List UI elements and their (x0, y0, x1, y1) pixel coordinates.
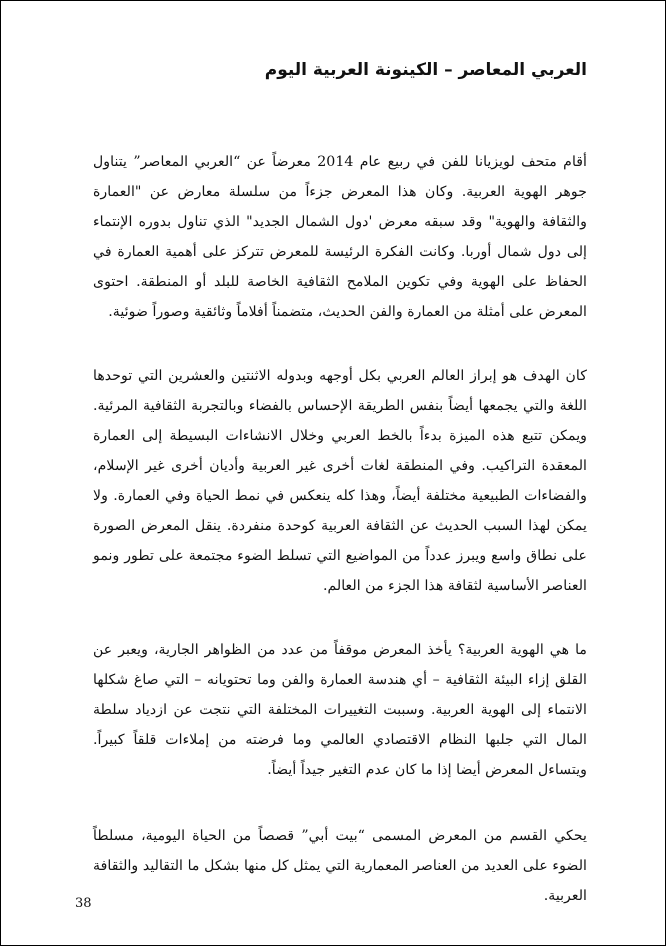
paragraph-4: يحكي القسم من المعرض المسمى “بيت أبي” قصصاً من الحياة اليومية، مسلطاً الضوء على العديد من العناصر المعمارية التي يمثل كل منها بشكل ما التقاليد والثقافة العربية. (93, 828, 587, 904)
page-number: 38 (75, 896, 92, 911)
paragraph-3: ما هي الهوية العربية؟ يأخذ المعرض موقفاً من عدد من الظواهر الجارية، ويعبر عن القلق إزاء البيئة الثقافية – أي هندسة العمارة والفن وما تحتويانه – التي صاغ شكلها الانتماء إلى الهوية العربية. وسببت التغييرات المختلفة التي نتجت عن ازدياد سلطة المال التي جلبها النظام الاقتصادي العالمي وما فرضته من إملاءات قلقاً كبيراً. ويتساءل المعرض أيضا إذا ما كان عدم التغير جيداً أيضاً. (93, 642, 587, 778)
paragraph-1: أقام متحف لويزيانا للفن في ربيع عام 2014 معرضاً عن “العربي المعاصر” يتناول جوهر الهوية العربية. وكان هذا المعرض جزءاً من سلسلة معارض عن "العمارة والثقافة والهوية" وقد سبقه معرض 'دول الشمال الجديد" الذي تناول بدوره الإنتماء إلى دول شمال أوربا. وكانت الفكرة الرئيسة للمعرض تتركز على أهمية العمارة في الحفاظ على الهوية وفي تكوين الملامح الثقافية الخاصة للبلد أو المنطقة. احتوى المعرض على أمثلة من العمارة والفن الحديث، متضمناً أفلاماً وثائقية وصوراً ضوئية. (93, 154, 587, 320)
paragraph-2: كان الهدف هو إبراز العالم العربي بكل أوجهه وبدوله الاثنتين والعشرين التي توحدها اللغة والتي يجمعها أيضاً بنفس الطريقة الإحساس بالفضاء وبالتجربة الثقافية المرئية. ويمكن تتبع هذه الميزة بدءاً بالخط العربي وخلال الانشاءات البسيطة إلى العمارة المعقدة التراكيب. وفي المنطقة لغات أخرى غير العربية وأديان أخرى غير الإسلام، والفضاءات الطبيعية مختلفة أيضاً، وهذا كله ينعكس في نمط الحياة وفي العمارة. ولا يمكن لهذا السبب الحديث عن الثقافة العربية كوحدة منفردة. ينقل المعرض الصورة على نطاق واسع ويبرز عدداً من المواضيع التي تسلط الضوء مجتمعة على تطور ونمو العناصر الأساسية لثقافة هذا الجزء من العالم. (93, 368, 587, 594)
page-title: العربي المعاصر – الكينونة العربية اليوم (264, 60, 587, 80)
